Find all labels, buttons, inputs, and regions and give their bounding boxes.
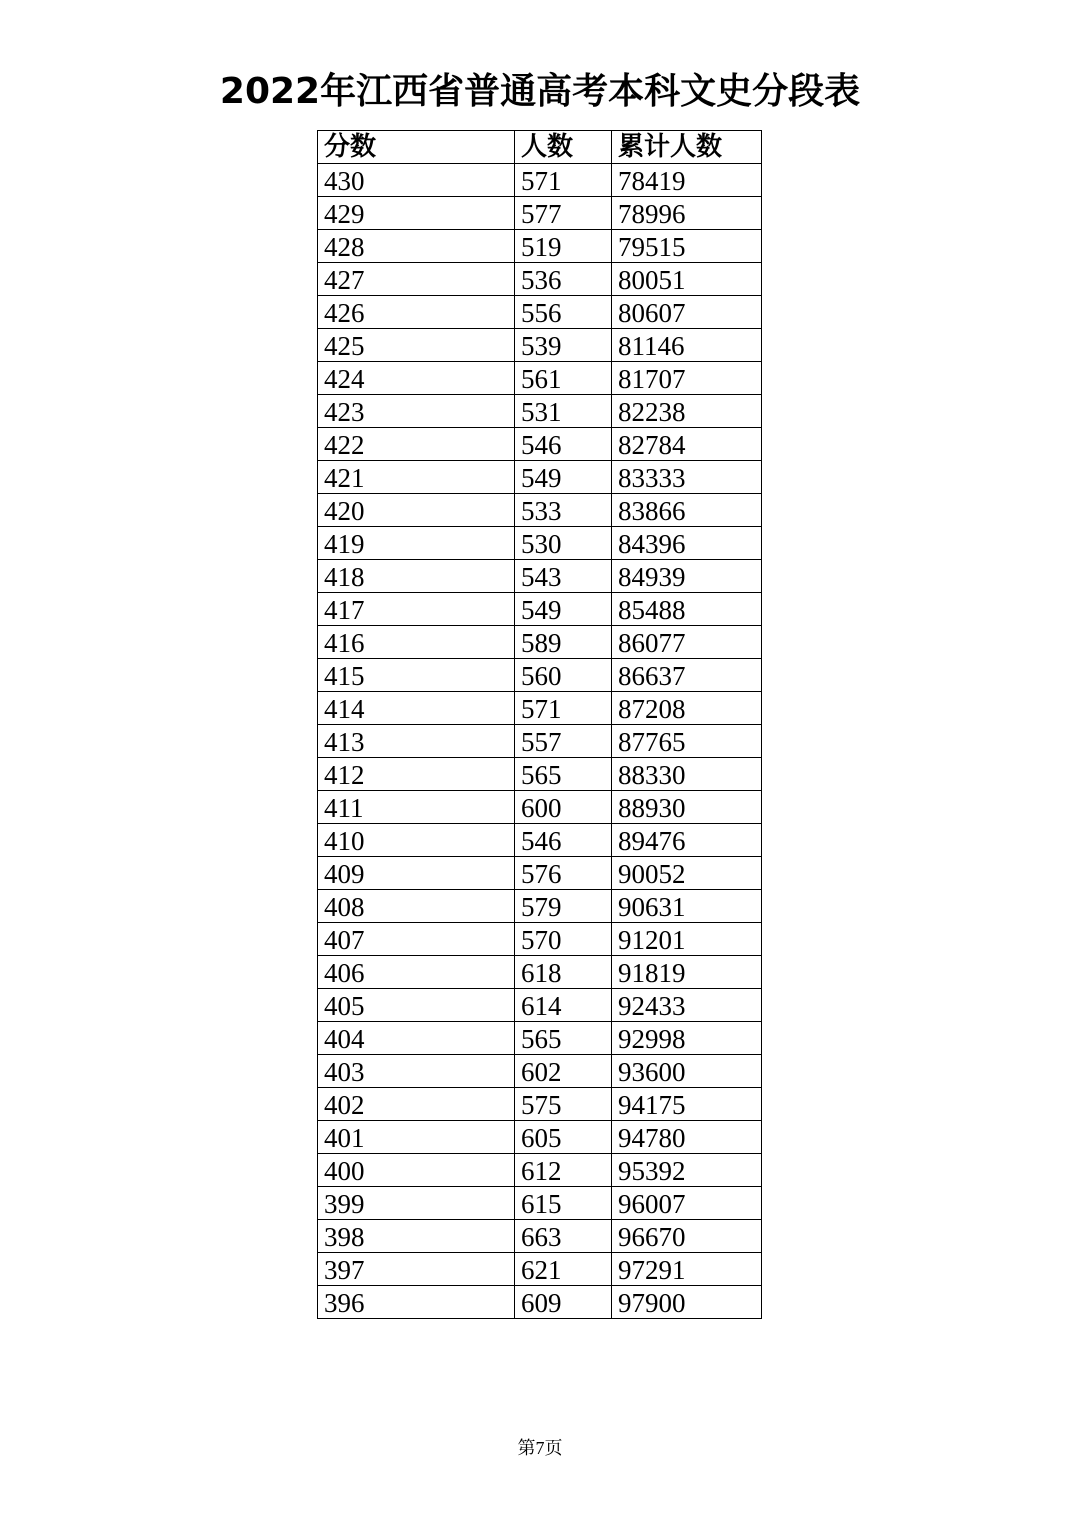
table-row [318,230,762,263]
cell-score: 398 [318,1220,515,1253]
cell-count: 576 [515,857,612,890]
cell-score: 429 [318,197,515,230]
page-number: 第7页 [517,1438,563,1458]
table-row [318,593,762,626]
cell-count: 575 [515,1088,612,1121]
cell-score: 421 [318,461,515,494]
cell-count: 618 [515,956,612,989]
header-count: 人数 [515,131,612,164]
score-distribution-table [317,130,762,1319]
cell-cumulative-count: 97291 [612,1253,762,1286]
cell-count: 546 [515,824,612,857]
cell-count: 609 [515,1286,612,1319]
cell-cumulative-count: 84396 [612,527,762,560]
cell-count: 570 [515,923,612,956]
cell-score: 420 [318,494,515,527]
cell-score: 424 [318,362,515,395]
table-row [318,725,762,758]
header-row [318,131,762,164]
table-row [318,956,762,989]
cell-count: 571 [515,692,612,725]
cell-count: 543 [515,560,612,593]
cell-score: 423 [318,395,515,428]
cell-score: 427 [318,263,515,296]
cell-cumulative-count: 93600 [612,1055,762,1088]
cell-score: 414 [318,692,515,725]
cell-score: 397 [318,1253,515,1286]
cell-cumulative-count: 82784 [612,428,762,461]
cell-cumulative-count: 96670 [612,1220,762,1253]
cell-count: 605 [515,1121,612,1154]
table-row [318,329,762,362]
cell-cumulative-count: 78419 [612,164,762,197]
table-row [318,1286,762,1319]
page-title: 2022年江西省普通高考本科文史分段表 [219,71,861,112]
table-body [318,164,762,1319]
cell-cumulative-count: 90052 [612,857,762,890]
cell-cumulative-count: 88330 [612,758,762,791]
table-row [318,626,762,659]
cell-score: 402 [318,1088,515,1121]
cell-score: 399 [318,1187,515,1220]
table-row [318,1187,762,1220]
table-row [318,461,762,494]
cell-cumulative-count: 81707 [612,362,762,395]
cell-cumulative-count: 86077 [612,626,762,659]
cell-score: 417 [318,593,515,626]
cell-cumulative-count: 94780 [612,1121,762,1154]
cell-score: 396 [318,1286,515,1319]
table-row [318,923,762,956]
cell-cumulative-count: 96007 [612,1187,762,1220]
table-row [318,362,762,395]
cell-cumulative-count: 87208 [612,692,762,725]
table-header [318,131,762,164]
cell-score: 409 [318,857,515,890]
cell-cumulative-count: 91201 [612,923,762,956]
cell-score: 413 [318,725,515,758]
cell-count: 557 [515,725,612,758]
cell-score: 411 [318,791,515,824]
cell-score: 404 [318,1022,515,1055]
cell-count: 565 [515,758,612,791]
header-score: 分数 [318,131,515,164]
cell-score: 403 [318,1055,515,1088]
cell-cumulative-count: 90631 [612,890,762,923]
table-row [318,659,762,692]
cell-count: 536 [515,263,612,296]
cell-count: 565 [515,1022,612,1055]
cell-cumulative-count: 78996 [612,197,762,230]
cell-count: 549 [515,461,612,494]
cell-score: 428 [318,230,515,263]
cell-cumulative-count: 97900 [612,1286,762,1319]
cell-cumulative-count: 79515 [612,230,762,263]
table-row [318,1022,762,1055]
table-row [318,263,762,296]
cell-cumulative-count: 94175 [612,1088,762,1121]
table-row [318,1121,762,1154]
table-row [318,758,762,791]
cell-cumulative-count: 89476 [612,824,762,857]
cell-cumulative-count: 92433 [612,989,762,1022]
cell-score: 400 [318,1154,515,1187]
table-row [318,560,762,593]
cell-score: 426 [318,296,515,329]
cell-score: 408 [318,890,515,923]
table-row [318,527,762,560]
cell-cumulative-count: 80051 [612,263,762,296]
cell-count: 663 [515,1220,612,1253]
cell-count: 546 [515,428,612,461]
table-row [318,692,762,725]
cell-count: 612 [515,1154,612,1187]
table-row [318,1055,762,1088]
cell-count: 561 [515,362,612,395]
cell-cumulative-count: 88930 [612,791,762,824]
cell-count: 589 [515,626,612,659]
table-row [318,989,762,1022]
cell-count: 602 [515,1055,612,1088]
cell-score: 410 [318,824,515,857]
table-row [318,791,762,824]
cell-cumulative-count: 85488 [612,593,762,626]
header-cumulative-count: 累计人数 [612,131,762,164]
cell-score: 406 [318,956,515,989]
cell-count: 539 [515,329,612,362]
cell-score: 430 [318,164,515,197]
cell-cumulative-count: 91819 [612,956,762,989]
cell-count: 519 [515,230,612,263]
cell-count: 571 [515,164,612,197]
cell-score: 415 [318,659,515,692]
cell-count: 549 [515,593,612,626]
table-row [318,395,762,428]
cell-count: 577 [515,197,612,230]
cell-cumulative-count: 92998 [612,1022,762,1055]
cell-score: 401 [318,1121,515,1154]
cell-cumulative-count: 95392 [612,1154,762,1187]
cell-score: 419 [318,527,515,560]
cell-score: 407 [318,923,515,956]
cell-score: 422 [318,428,515,461]
cell-count: 560 [515,659,612,692]
cell-score: 425 [318,329,515,362]
cell-cumulative-count: 83866 [612,494,762,527]
table-row [318,197,762,230]
cell-cumulative-count: 80607 [612,296,762,329]
table-row [318,296,762,329]
cell-count: 615 [515,1187,612,1220]
cell-count: 530 [515,527,612,560]
table-row [318,1220,762,1253]
cell-count: 621 [515,1253,612,1286]
table-row [318,857,762,890]
cell-cumulative-count: 87765 [612,725,762,758]
table-row [318,1253,762,1286]
table-row [318,494,762,527]
table-row [318,428,762,461]
table-row [318,824,762,857]
cell-cumulative-count: 81146 [612,329,762,362]
cell-cumulative-count: 86637 [612,659,762,692]
cell-count: 556 [515,296,612,329]
table-row [318,164,762,197]
table-row [318,1154,762,1187]
cell-count: 533 [515,494,612,527]
cell-count: 600 [515,791,612,824]
cell-score: 412 [318,758,515,791]
cell-count: 579 [515,890,612,923]
table-row [318,1088,762,1121]
cell-cumulative-count: 84939 [612,560,762,593]
cell-cumulative-count: 82238 [612,395,762,428]
cell-count: 614 [515,989,612,1022]
cell-score: 405 [318,989,515,1022]
table-row [318,890,762,923]
cell-score: 418 [318,560,515,593]
cell-cumulative-count: 83333 [612,461,762,494]
cell-count: 531 [515,395,612,428]
cell-score: 416 [318,626,515,659]
